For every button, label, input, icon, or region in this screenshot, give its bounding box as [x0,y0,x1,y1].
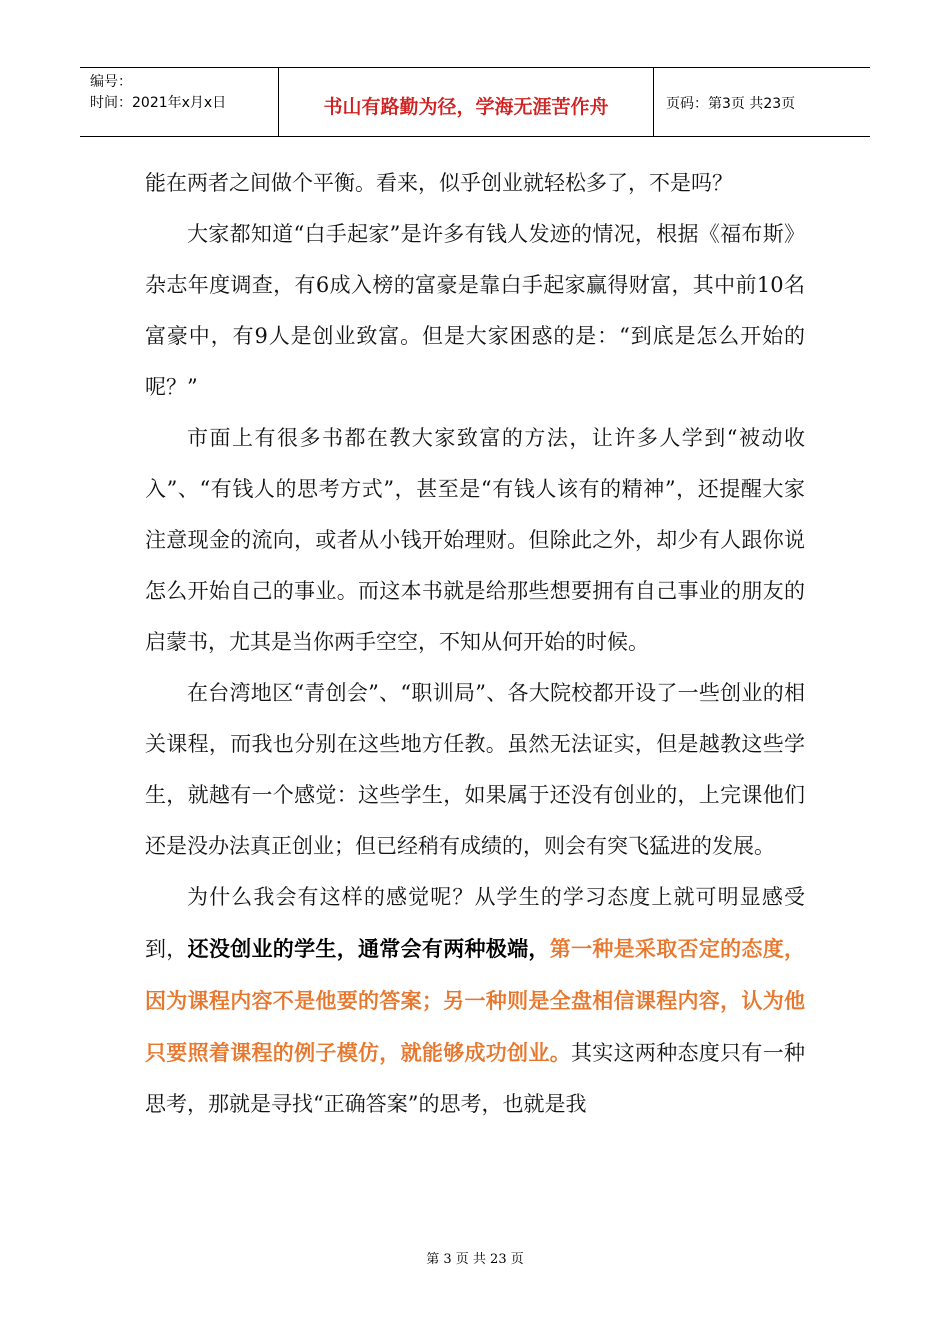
paragraph-5-continuation: 其实这两种态度只有一种思考，那就是寻找“正确答案”的思考，也就是我 [145,1041,805,1116]
document-time-label: 时间：2021年x月x日 [90,95,227,111]
paragraph-5-highlight-text: 第一种是采取否定的态度，因为课程内容不是他要的答案；另一种则是全盘相信课程内容，认为他只要照着课程的例子模仿，就能够成功创业。 [145,936,806,1065]
header-motto-cell [279,68,654,136]
paragraph-2: 大家都知道“白手起家”是许多有钱人发迹的情况，根据《福布斯》杂志年度调查，有6成入榜的富豪是靠白手起家赢得财富，其中前10名富豪中，有9人是创业致富。但是大家困惑的是：“到底是怎么开始的呢？” [145,222,805,399]
document-body [145,158,805,1130]
header-page-cell [654,68,870,136]
paragraph-3: 市面上有很多书都在教大家致富的方法，让许多人学到“被动收入”、“有钱人的思考方式”，甚至是“有钱人该有的精神”，还提醒大家注意现金的流向，或者从小钱开始理财。但除此之外，却少有人跟你说怎么开始自己的事业。而这本书就是给那些想要拥有自己事业的朋友的启蒙书，尤其是当你两手空空，不知从何开始的时候。 [145,426,805,654]
header-page-info: 页码：第3页 共23页 [666,96,796,112]
header-motto: 书山有路勤为径，学海无涯苦作舟 [323,96,609,118]
paragraph-5-bold-text: 还没创业的学生，通常会有两种极端， [187,936,550,961]
paragraph-1: 能在两者之间做个平衡。看来，似乎创业就轻松多了，不是吗？ [145,171,733,195]
paragraph-5-intro: 为什么我会有这样的感觉呢？从学生的学习态度上就可明显感受到， [145,885,805,961]
page-header [80,67,870,137]
document-number-label: 编号： [90,74,132,90]
header-left-cell [80,68,279,136]
paragraph-5 [145,872,805,1130]
paragraph-4: 在台湾地区“青创会”、“职训局”、各大院校都开设了一些创业的相关课程，而我也分别在这些地方任教。虽然无法证实，但是越教这些学生，就越有一个感觉：这些学生，如果属于还没有创业的，上完课他们还是没办法真正创业；但已经稍有成绩的，则会有突飞猛进的发展。 [145,681,805,858]
page-footer: 第 3 页 共 23 页 [426,1252,524,1267]
